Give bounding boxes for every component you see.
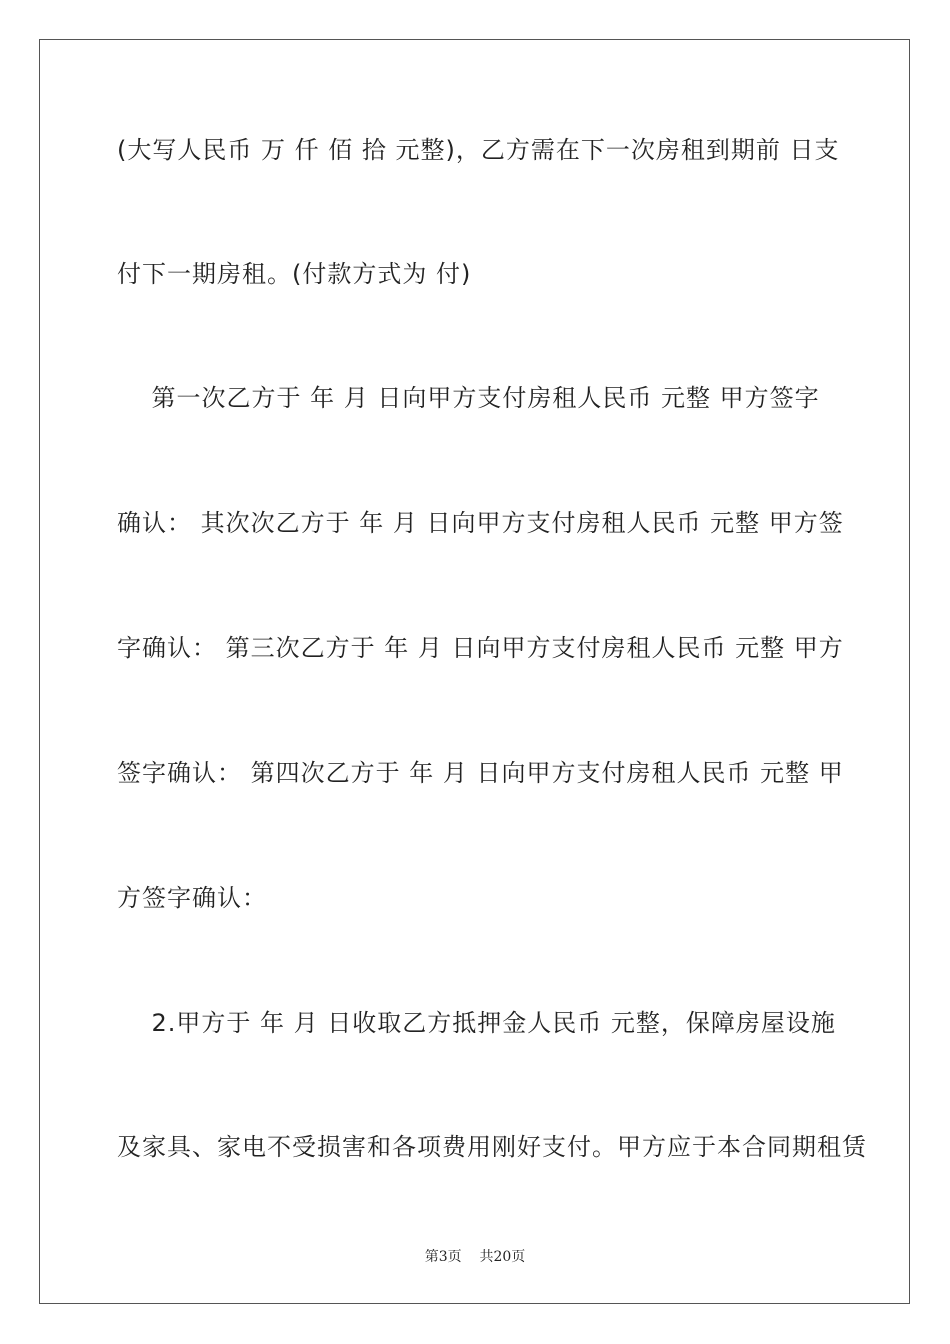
paragraph-line: (大写人民币 万 仟 佰 拾 元整)，乙方需在下一次房租到期前 日支 <box>117 136 840 164</box>
paragraph-line: 及家具、家电不受损害和各项费用刚好支付。甲方应于本合同期租赁 <box>117 1133 867 1161</box>
paragraph-line: 字确认： 第三次乙方于 年 月 日向甲方支付房租人民币 元整 甲方 <box>117 634 844 662</box>
paragraph-line: 付下一期房租。(付款方式为 付) <box>117 260 472 288</box>
page-number-footer: 第3页 共20页 <box>424 1249 526 1265</box>
paragraph-line: 确认： 其次次乙方于 年 月 日向甲方支付房租人民币 元整 甲方签 <box>117 509 844 537</box>
paragraph-line: 第一次乙方于 年 月 日向甲方支付房租人民币 元整 甲方签字 <box>117 384 820 412</box>
page-border <box>39 39 910 1304</box>
paragraph-line: 签字确认： 第四次乙方于 年 月 日向甲方支付房租人民币 元整 甲 <box>117 759 844 787</box>
paragraph-line: 方签字确认： <box>117 884 267 912</box>
paragraph-line: 2.甲方于 年 月 日收取乙方抵押金人民币 元整，保障房屋设施 <box>117 1009 836 1037</box>
